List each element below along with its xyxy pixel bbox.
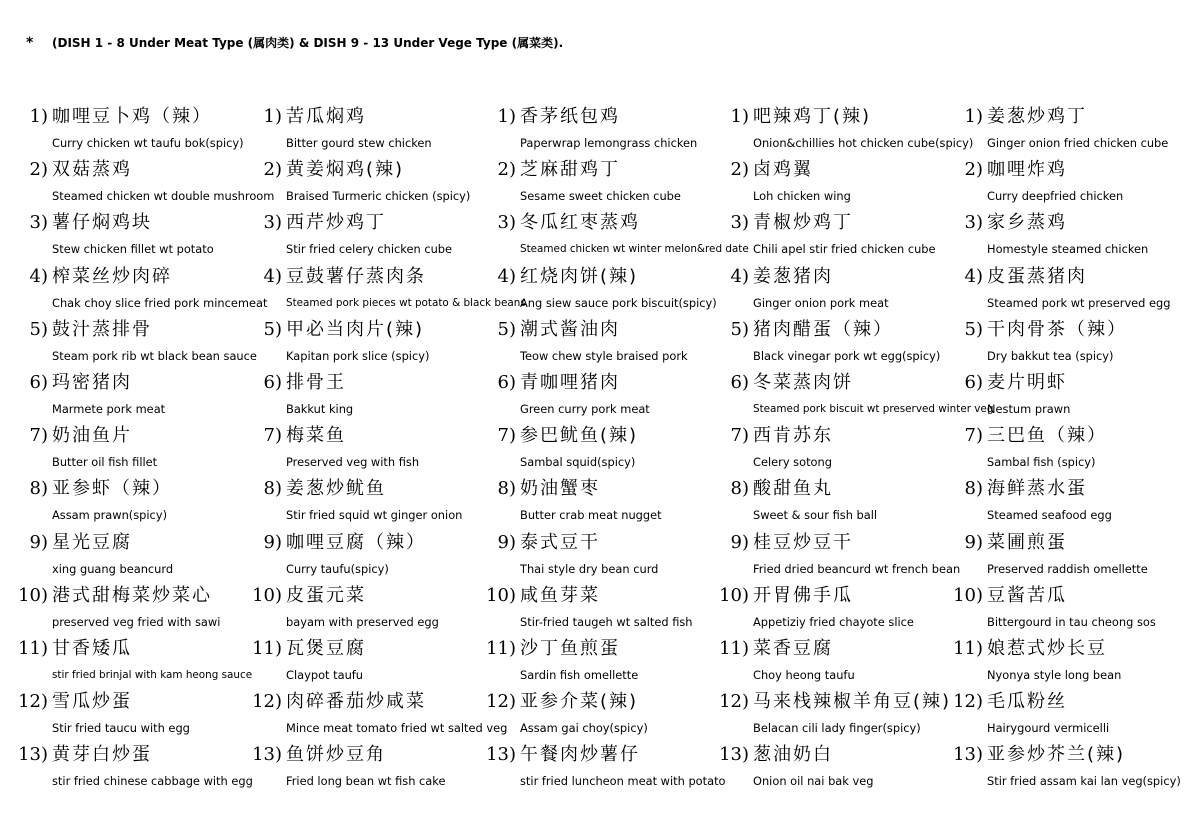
dish-chinese-name: 沙丁鱼煎蛋: [520, 638, 620, 659]
dish-number: 1): [730, 106, 749, 127]
dish-number: 13): [252, 744, 282, 765]
dish-number: 2): [263, 159, 282, 180]
dish-chinese-name: 马来栈辣椒羊角豆(辣): [753, 691, 952, 712]
dish-item: [701, 210, 935, 263]
dish-english-name: Braised Turmeric chicken (spicy): [286, 189, 471, 203]
dish-chinese-name: 西芹炒鸡丁: [286, 212, 386, 233]
dish-number: 3): [29, 212, 48, 233]
dish-item: [935, 157, 1169, 210]
dish-english-name: Appetiziy fried chayote slice: [753, 615, 914, 629]
dish-english-name: Nyonya style long bean: [987, 668, 1122, 682]
dish-item: [0, 210, 234, 263]
dish-item: [234, 530, 468, 583]
dish-item: [935, 689, 1169, 742]
dish-english-name: Celery sotong: [753, 455, 832, 469]
dish-english-name: xing guang beancurd: [52, 562, 174, 576]
dish-item: [468, 689, 702, 742]
dish-number: 6): [964, 372, 983, 393]
dish-number: 9): [263, 532, 282, 553]
dish-english-name: Chak choy slice fried pork mincemeat: [52, 296, 268, 310]
dish-item: [234, 264, 526, 317]
dish-chinese-name: 毛瓜粉丝: [987, 691, 1067, 712]
dish-chinese-name: 菜香豆腐: [753, 638, 833, 659]
dish-chinese-name: 青椒炒鸡丁: [753, 212, 853, 233]
dish-number: 8): [964, 478, 983, 499]
dish-item: [0, 742, 253, 795]
dish-item: [0, 104, 244, 157]
dish-chinese-name: 港式甜梅菜炒菜心: [52, 585, 212, 606]
dish-item: [234, 476, 468, 529]
dish-chinese-name: 泰式豆干: [520, 532, 600, 553]
dish-item: [234, 157, 471, 210]
dish-item: [234, 636, 468, 689]
dish-chinese-name: 豆鼓薯仔蒸肉条: [286, 266, 426, 287]
dish-english-name: preserved veg fried with sawi: [52, 615, 221, 629]
dish-chinese-name: 咖哩豆腐（辣）: [286, 532, 426, 553]
dish-number: 9): [497, 532, 516, 553]
dish-item: [468, 530, 702, 583]
dish-english-name: Steamed pork biscuit wt preserved winter veg: [753, 403, 994, 415]
dish-chinese-name: 参巴鱿鱼(辣): [520, 425, 639, 446]
dish-english-name: Steam pork rib wt black bean sauce: [52, 349, 257, 363]
dish-chinese-name: 咖哩豆卜鸡（辣）: [52, 106, 212, 127]
dish-chinese-name: 姜葱炒鱿鱼: [286, 478, 386, 499]
dish-item: [468, 476, 702, 529]
dish-chinese-name: 肉碎番茄炒咸菜: [286, 691, 426, 712]
dish-english-name: Assam gai choy(spicy): [520, 721, 648, 735]
dish-item: [935, 423, 1169, 476]
dish-number: 1): [964, 106, 983, 127]
dish-number: 2): [964, 159, 983, 180]
dish-number: 2): [730, 159, 749, 180]
dish-chinese-name: 西肯苏东: [753, 425, 833, 446]
dish-english-name: Green curry pork meat: [520, 402, 650, 416]
dish-english-name: bayam with preserved egg: [286, 615, 439, 629]
dish-number: 13): [486, 744, 516, 765]
dish-number: 12): [18, 691, 48, 712]
dish-chinese-name: 冬瓜红枣蒸鸡: [520, 212, 640, 233]
header-text: (DISH 1 - 8 Under Meat Type (属肉类) & DISH 9 - 13 Under Vege Type (属菜类).: [52, 36, 564, 50]
dish-number: 11): [252, 638, 282, 659]
dish-english-name: Stew chicken fillet wt potato: [52, 242, 214, 256]
dish-item: [701, 423, 935, 476]
dish-number: 5): [263, 319, 282, 340]
dish-item: [935, 317, 1169, 370]
dish-chinese-name: 薯仔焖鸡块: [52, 212, 152, 233]
asterisk-bullet: *: [26, 35, 34, 51]
dish-chinese-name: 苦瓜焖鸡: [286, 106, 366, 127]
dish-chinese-name: 娘惹式炒长豆: [987, 638, 1107, 659]
dish-chinese-name: 麦片明虾: [987, 372, 1067, 393]
dish-english-name: Hairygourd vermicelli: [987, 721, 1110, 735]
dish-english-name: Steamed chicken wt winter melon&red date: [520, 243, 749, 255]
dish-number: 1): [497, 106, 516, 127]
dish-chinese-name: 亚参介菜(辣): [520, 691, 639, 712]
dish-english-name: Curry taufu(spicy): [286, 562, 389, 576]
dish-number: 4): [730, 266, 749, 287]
dish-item: [935, 264, 1169, 317]
dish-chinese-name: 星光豆腐: [52, 532, 132, 553]
dish-item: [234, 742, 468, 795]
dish-number: 7): [964, 425, 983, 446]
dish-number: 7): [730, 425, 749, 446]
dish-item: [468, 104, 702, 157]
dish-english-name: Steamed pork wt preserved egg: [987, 296, 1171, 310]
dish-english-name: Dry bakkut tea (spicy): [987, 349, 1114, 363]
dish-number: 8): [263, 478, 282, 499]
dish-item: [0, 583, 234, 636]
dish-english-name: Curry chicken wt taufu bok(spicy): [52, 136, 244, 150]
dish-item: [468, 636, 702, 689]
dish-chinese-name: 潮式酱油肉: [520, 319, 620, 340]
dish-english-name: Thai style dry bean curd: [520, 562, 659, 576]
dish-english-name: Teow chew style braised pork: [520, 349, 688, 363]
dish-item: [701, 476, 935, 529]
dish-item: [0, 423, 234, 476]
dish-english-name: Onion&chillies hot chicken cube(spicy): [753, 136, 974, 150]
dish-number: 6): [29, 372, 48, 393]
dish-item: [468, 583, 702, 636]
dish-english-name: Assam prawn(spicy): [52, 508, 168, 522]
dish-chinese-name: 菜圃煎蛋: [987, 532, 1067, 553]
dish-number: 10): [719, 585, 749, 606]
dish-item: [0, 636, 253, 689]
dish-number: 2): [497, 159, 516, 180]
dish-chinese-name: 红烧肉饼(辣): [520, 266, 639, 287]
dish-chinese-name: 冬菜蒸肉饼: [753, 372, 853, 393]
dish-number: 11): [486, 638, 516, 659]
dish-chinese-name: 双菇蒸鸡: [52, 159, 132, 180]
dish-chinese-name: 雪瓜炒蛋: [52, 691, 132, 712]
dish-english-name: Kapitan pork slice (spicy): [286, 349, 430, 363]
dish-number: 3): [730, 212, 749, 233]
dish-item: [935, 530, 1169, 583]
dish-number: 6): [497, 372, 516, 393]
dish-english-name: Butter crab meat nugget: [520, 508, 662, 522]
dish-number: 10): [252, 585, 282, 606]
dish-english-name: Stir fried taucu with egg: [52, 721, 190, 735]
dish-number: 10): [18, 585, 48, 606]
dish-number: 12): [486, 691, 516, 712]
dish-english-name: stir fried brinjal with kam heong sauce: [52, 669, 253, 681]
dish-english-name: Preserved raddish omellette: [987, 562, 1148, 576]
dish-number: 9): [29, 532, 48, 553]
dish-chinese-name: 鼓汁蒸排骨: [52, 319, 152, 340]
dish-chinese-name: 干肉骨茶（辣）: [987, 319, 1127, 340]
dish-number: 8): [29, 478, 48, 499]
dish-chinese-name: 排骨王: [286, 372, 346, 393]
dish-item: [701, 264, 935, 317]
dish-number: 5): [29, 319, 48, 340]
dish-chinese-name: 瓦煲豆腐: [286, 638, 366, 659]
dish-item: [701, 317, 941, 370]
dish-number: 5): [730, 319, 749, 340]
dish-item: [701, 157, 935, 210]
dish-item: [0, 264, 268, 317]
dish-number: 12): [953, 691, 983, 712]
dish-chinese-name: 梅菜鱼: [286, 425, 346, 446]
dish-number: 2): [29, 159, 48, 180]
dish-english-name: Bittergourd in tau cheong sos: [987, 615, 1156, 629]
dish-chinese-name: 桂豆炒豆干: [753, 532, 853, 553]
dish-english-name: Belacan cili lady finger(spicy): [753, 721, 921, 735]
dish-english-name: Sambal fish (spicy): [987, 455, 1096, 469]
dish-number: 6): [730, 372, 749, 393]
dish-number: 13): [953, 744, 983, 765]
dish-number: 13): [18, 744, 48, 765]
dish-chinese-name: 皮蛋蒸猪肉: [987, 266, 1087, 287]
dish-english-name: Sambal squid(spicy): [520, 455, 636, 469]
dish-english-name: Ginger onion pork meat: [753, 296, 889, 310]
dish-item: [234, 689, 508, 742]
dish-chinese-name: 海鲜蒸水蛋: [987, 478, 1087, 499]
dish-chinese-name: 吧辣鸡丁(辣): [753, 106, 872, 127]
dish-chinese-name: 皮蛋元菜: [286, 585, 366, 606]
dish-english-name: Stir-fried taugeh wt salted fish: [520, 615, 693, 629]
dish-chinese-name: 亚参虾（辣）: [52, 478, 172, 499]
dish-item: [234, 423, 468, 476]
dish-number: 8): [730, 478, 749, 499]
dish-number: 4): [497, 266, 516, 287]
dish-chinese-name: 奶油蟹枣: [520, 478, 600, 499]
dish-item: [234, 583, 468, 636]
dish-english-name: Ang siew sauce pork biscuit(spicy): [520, 296, 717, 310]
dish-chinese-name: 亚参炒芥兰(辣): [987, 744, 1126, 765]
dish-item: [234, 370, 468, 423]
dish-item: [935, 742, 1181, 795]
dish-item: [468, 264, 717, 317]
dish-english-name: Fried long bean wt fish cake: [286, 774, 446, 788]
dish-chinese-name: 家乡蒸鸡: [987, 212, 1067, 233]
dish-item: [935, 104, 1169, 157]
dish-item: [0, 370, 234, 423]
dish-english-name: Mince meat tomato fried wt salted veg: [286, 721, 508, 735]
dish-chinese-name: 玛密猪肉: [52, 372, 132, 393]
dish-number: 4): [263, 266, 282, 287]
dish-chinese-name: 姜葱炒鸡丁: [987, 106, 1087, 127]
dish-item: [468, 317, 702, 370]
dish-chinese-name: 黄姜焖鸡(辣): [286, 159, 405, 180]
dish-item: [701, 742, 935, 795]
dish-number: 11): [953, 638, 983, 659]
dish-number: 1): [263, 106, 282, 127]
dish-english-name: Paperwrap lemongrass chicken: [520, 136, 698, 150]
dish-chinese-name: 榨菜丝炒肉碎: [52, 266, 172, 287]
dish-english-name: Curry deepfried chicken: [987, 189, 1124, 203]
dish-number: 11): [18, 638, 48, 659]
dish-item: [468, 157, 702, 210]
dish-number: 10): [953, 585, 983, 606]
dish-english-name: Chili apel stir fried chicken cube: [753, 242, 936, 256]
dish-item: [468, 370, 702, 423]
dish-number: 5): [964, 319, 983, 340]
dish-number: 3): [497, 212, 516, 233]
dish-number: 8): [497, 478, 516, 499]
dish-chinese-name: 三巴鱼（辣）: [987, 425, 1107, 446]
dish-number: 4): [29, 266, 48, 287]
dish-item: [701, 530, 961, 583]
dish-number: 5): [497, 319, 516, 340]
dish-number: 3): [964, 212, 983, 233]
dish-item: [234, 210, 468, 263]
dish-english-name: stir fried chinese cabbage with egg: [52, 774, 253, 788]
dish-chinese-name: 甘香矮瓜: [52, 638, 132, 659]
dish-english-name: Homestyle steamed chicken: [987, 242, 1149, 256]
dish-chinese-name: 开胃佛手瓜: [753, 585, 853, 606]
dish-english-name: Bitter gourd stew chicken: [286, 136, 432, 150]
dish-chinese-name: 葱油奶白: [753, 744, 833, 765]
dish-number: 11): [719, 638, 749, 659]
dish-english-name: Marmete pork meat: [52, 402, 166, 416]
dish-english-name: Preserved veg with fish: [286, 455, 420, 469]
dish-item: [0, 530, 234, 583]
dish-chinese-name: 咸鱼芽菜: [520, 585, 600, 606]
dish-item: [234, 317, 468, 370]
dish-number: 12): [719, 691, 749, 712]
dish-english-name: Sweet & sour fish ball: [753, 508, 878, 522]
dish-number: 1): [29, 106, 48, 127]
dish-english-name: Steamed chicken wt double mushroom: [52, 189, 275, 203]
dish-number: 6): [263, 372, 282, 393]
dish-item: [701, 104, 974, 157]
dish-number: 9): [730, 532, 749, 553]
dish-number: 9): [964, 532, 983, 553]
dish-number: 7): [497, 425, 516, 446]
dish-chinese-name: 香茅纸包鸡: [520, 106, 620, 127]
dish-item: [468, 210, 749, 263]
dish-english-name: Stir fried celery chicken cube: [286, 242, 453, 256]
dish-chinese-name: 甲必当肉片(辣): [286, 319, 425, 340]
dish-chinese-name: 芝麻甜鸡丁: [520, 159, 620, 180]
dish-chinese-name: 咖哩炸鸡: [987, 159, 1067, 180]
dish-number: 3): [263, 212, 282, 233]
dish-english-name: Sesame sweet chicken cube: [520, 189, 681, 203]
dish-english-name: Sardin fish omellette: [520, 668, 639, 682]
dish-item: [701, 636, 935, 689]
dish-item: [0, 157, 275, 210]
dish-chinese-name: 鱼饼炒豆角: [286, 744, 386, 765]
dish-item: [701, 583, 935, 636]
dish-english-name: Choy heong taufu: [753, 668, 855, 682]
dish-english-name: Nestum prawn: [987, 402, 1071, 416]
dish-english-name: Loh chicken wing: [753, 189, 851, 203]
dish-number: 7): [29, 425, 48, 446]
dish-item: [0, 476, 234, 529]
dish-item: [935, 636, 1169, 689]
dish-english-name: Ginger onion fried chicken cube: [987, 136, 1169, 150]
dish-chinese-name: 午餐肉炒薯仔: [520, 744, 640, 765]
dish-english-name: Stir fried assam kai lan veg(spicy): [987, 774, 1181, 788]
dish-item: [0, 689, 234, 742]
dish-item: [701, 370, 994, 423]
dish-chinese-name: 黄芽白炒蛋: [52, 744, 152, 765]
dish-english-name: Onion oil nai bak veg: [753, 774, 874, 788]
dish-number: 12): [252, 691, 282, 712]
dish-item: [0, 317, 257, 370]
dish-english-name: stir fried luncheon meat with potato: [520, 774, 726, 788]
dish-number: 10): [486, 585, 516, 606]
dish-item: [468, 742, 726, 795]
dish-english-name: Claypot taufu: [286, 668, 364, 682]
dish-english-name: Stir fried squid wt ginger onion: [286, 508, 463, 522]
dish-chinese-name: 卤鸡翼: [753, 159, 813, 180]
dish-chinese-name: 豆酱苦瓜: [987, 585, 1067, 606]
dish-chinese-name: 奶油鱼片: [52, 425, 132, 446]
dish-english-name: Butter oil fish fillet: [52, 455, 158, 469]
dish-number: 4): [964, 266, 983, 287]
dish-chinese-name: 酸甜鱼丸: [753, 478, 833, 499]
dish-item: [234, 104, 468, 157]
dish-english-name: Fried dried beancurd wt french bean: [753, 562, 961, 576]
dish-item: [935, 370, 1169, 423]
dish-item: [701, 689, 952, 742]
dish-english-name: Steamed seafood egg: [987, 508, 1112, 522]
dish-item: [468, 423, 702, 476]
dish-chinese-name: 青咖哩猪肉: [520, 372, 620, 393]
dish-item: [935, 476, 1169, 529]
dish-number: 13): [719, 744, 749, 765]
menu-instruction-header: [26, 34, 563, 51]
dish-english-name: Bakkut king: [286, 402, 354, 416]
dish-english-name: Black vinegar pork wt egg(spicy): [753, 349, 941, 363]
dish-item: [935, 210, 1169, 263]
dish-chinese-name: 猪肉醋蛋（辣）: [753, 319, 893, 340]
dish-number: 7): [263, 425, 282, 446]
dish-chinese-name: 姜葱猪肉: [753, 266, 833, 287]
dish-english-name: Steamed pork pieces wt potato & black beans: [286, 297, 526, 309]
dish-item: [935, 583, 1169, 636]
